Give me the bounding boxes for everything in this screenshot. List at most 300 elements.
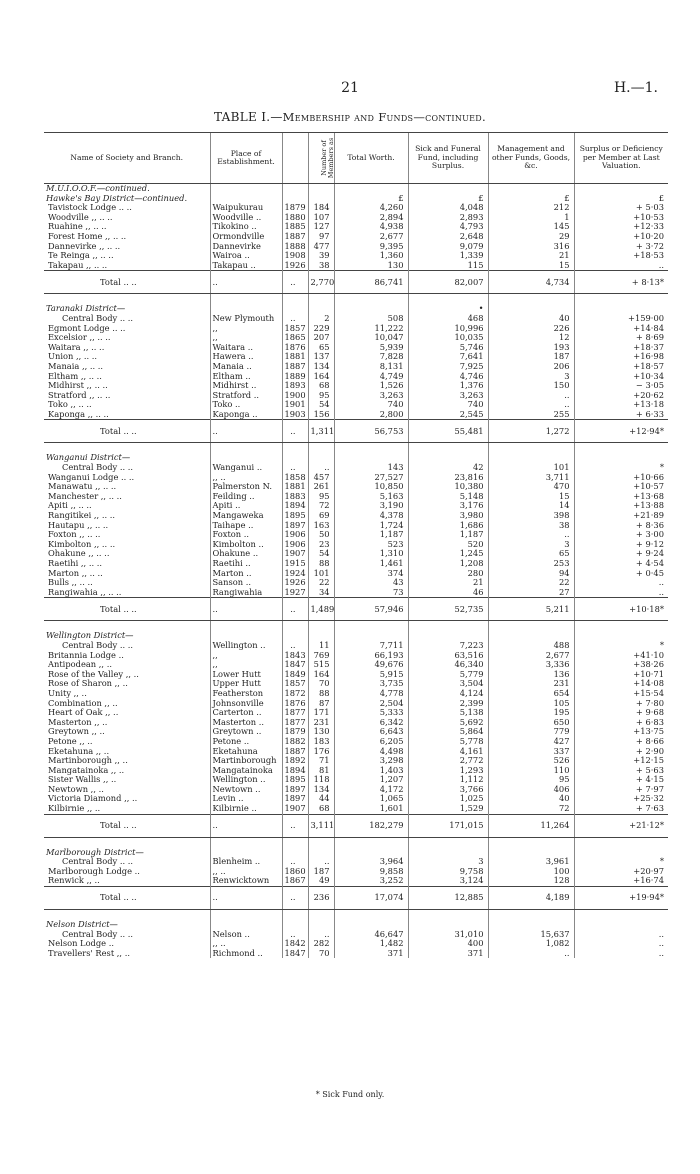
cell-col-6: 9,758: [408, 867, 488, 877]
cell-name: Te Reinga ,, .. ..: [48, 251, 114, 261]
cell-col-2: ,, ..: [210, 939, 282, 949]
cell-col-7: [488, 920, 574, 930]
cell-col-5: 1,601: [334, 804, 408, 814]
cell-col-7: ..: [488, 400, 574, 410]
spacer-cell: [44, 294, 210, 305]
cell-col-3: [282, 631, 308, 641]
cell-name: Raetihi ,, .. ..: [48, 559, 103, 568]
cell-col-6: 5,778: [408, 737, 488, 747]
cell-col-4: 282: [308, 939, 334, 949]
cell-col-8: + 4·15: [574, 775, 668, 785]
cell-col-7: ..: [488, 530, 574, 540]
cell-col-6: 7,641: [408, 352, 488, 362]
cell-col-4: 236: [308, 887, 334, 910]
cell-col-6: 400: [408, 939, 488, 949]
cell-col-3: 1915: [282, 559, 308, 569]
cell-col-8: + 7·80: [574, 699, 668, 709]
district-row: [44, 194, 668, 204]
spacer-cell: [408, 837, 488, 848]
cell-col-4: 156: [308, 410, 334, 420]
cell-col-3: [282, 848, 308, 858]
header-total-worth: Total Worth.: [334, 133, 408, 184]
cell-col-5: 4,172: [334, 785, 408, 795]
cell-col-3: 1907: [282, 549, 308, 559]
cell-col-4: 134: [308, 785, 334, 795]
cell-col-8: ..: [574, 261, 668, 271]
cell-name: Woodville ,, .. ..: [48, 212, 113, 222]
cell-name: Foxton ,, .. ..: [48, 530, 101, 540]
cell-col-4: 130: [308, 727, 334, 737]
cell-col-8: +18·37: [574, 343, 668, 353]
cell-name: Mangatainoka ,, ..: [48, 765, 125, 775]
cell-col-6: 4,161: [408, 747, 488, 757]
cell-col-4: [308, 848, 334, 858]
cell-col-4: 34: [308, 588, 334, 598]
cell-name: Total .. ..: [44, 420, 210, 443]
cell-col-5: 6,643: [334, 727, 408, 737]
cell-col-8: +14·84: [574, 324, 668, 334]
total-row: [44, 271, 668, 294]
spacer-cell: [574, 294, 668, 305]
cell-col-7: 15,637: [488, 930, 574, 940]
cell-col-8: [574, 453, 668, 463]
cell-col-3: [282, 304, 308, 314]
cell-col-3: 1897: [282, 794, 308, 804]
cell-col-3: 1847: [282, 660, 308, 670]
cell-col-6: 7,223: [408, 641, 488, 651]
cell-col-3: 1865: [282, 333, 308, 343]
cell-col-8: +12·94*: [574, 420, 668, 443]
district-row: [44, 848, 668, 858]
cell-col-4: 97: [308, 232, 334, 242]
cell-col-4: 515: [308, 660, 334, 670]
district-row: [44, 631, 668, 641]
cell-col-2: ,,: [210, 333, 282, 343]
cell-col-2: Mangatainoka: [210, 766, 282, 776]
cell-col-7: 226: [488, 324, 574, 334]
cell-col-8: [574, 184, 668, 194]
branch-row: [44, 641, 668, 651]
cell-col-3: 1887: [282, 232, 308, 242]
cell-col-3: 1887: [282, 362, 308, 372]
cell-col-5: 371: [334, 949, 408, 959]
branch-row: [44, 381, 668, 391]
cell-col-2: Marton ..: [210, 569, 282, 579]
cell-col-3: 1888: [282, 242, 308, 252]
cell-col-6: 171,015: [408, 814, 488, 837]
cell-col-4: 164: [308, 670, 334, 680]
cell-name: Wanganui Lodge .. ..: [48, 472, 135, 482]
cell-col-8: +10·18*: [574, 598, 668, 621]
cell-col-7: [488, 304, 574, 314]
cell-col-3: ..: [282, 598, 308, 621]
cell-col-2: [210, 184, 282, 194]
spacer-cell: [408, 910, 488, 921]
cell-col-8: + 5·03: [574, 203, 668, 213]
cell-col-8: +18·53: [574, 251, 668, 261]
cell-col-3: 1842: [282, 939, 308, 949]
header-name: Name of Society and Branch.: [44, 133, 210, 184]
footnote: * Sick Fund only.: [315, 1090, 385, 1099]
cell-col-5: 3,252: [334, 876, 408, 886]
cell-name: Newtown ,, ..: [48, 784, 104, 794]
cell-name: Toko ,, .. ..: [48, 400, 92, 410]
cell-col-8: + 8·13*: [574, 271, 668, 294]
cell-col-4: 70: [308, 679, 334, 689]
cell-col-8: +13·68: [574, 492, 668, 502]
cell-name: Unity ,, ..: [48, 688, 87, 698]
cell-col-2: Wellington ..: [210, 775, 282, 785]
cell-col-8: + 6·83: [574, 718, 668, 728]
spacer-cell: [210, 443, 282, 454]
cell-col-2: Kimbolton ..: [210, 540, 282, 550]
cell-col-4: 68: [308, 804, 334, 814]
cell-col-7: 488: [488, 641, 574, 651]
cell-col-6: 5,864: [408, 727, 488, 737]
branch-row: [44, 492, 668, 502]
cell-col-7: 253: [488, 559, 574, 569]
spacer-cell: [408, 443, 488, 454]
cell-col-7: 38: [488, 521, 574, 531]
cell-col-7: 526: [488, 756, 574, 766]
cell-col-3: 1879: [282, 203, 308, 213]
cell-name: Manchester ,, .. ..: [48, 491, 122, 501]
cell-col-4: 1,489: [308, 598, 334, 621]
cell-col-5: 4,498: [334, 747, 408, 757]
cell-col-7: 212: [488, 203, 574, 213]
cell-col-6: 21: [408, 578, 488, 588]
cell-col-5: 3,735: [334, 679, 408, 689]
spacer-cell: [574, 837, 668, 848]
cell-col-5: 17,074: [334, 887, 408, 910]
branch-row: [44, 670, 668, 680]
cell-col-4: 118: [308, 775, 334, 785]
cell-col-4: 22: [308, 578, 334, 588]
cell-col-3: 1926: [282, 578, 308, 588]
cell-col-3: 1906: [282, 530, 308, 540]
cell-col-8: + 6·33: [574, 410, 668, 420]
cell-col-8: ..: [574, 578, 668, 588]
cell-col-7: 21: [488, 251, 574, 261]
cell-name: Taranaki District—: [46, 304, 126, 314]
cell-col-2: [210, 304, 282, 314]
cell-col-4: 769: [308, 651, 334, 661]
cell-name: Midhirst ,, .. ..: [48, 381, 108, 391]
cell-col-7: 255: [488, 410, 574, 420]
cell-col-7: [488, 848, 574, 858]
cell-col-8: + 4·54: [574, 559, 668, 569]
cell-col-6: 1,339: [408, 251, 488, 261]
cell-name: Manaia ,, .. ..: [48, 361, 104, 371]
cell-col-5: [334, 848, 408, 858]
cell-col-3: ..: [282, 463, 308, 473]
cell-col-7: 195: [488, 708, 574, 718]
cell-col-6: 46: [408, 588, 488, 598]
cell-name: Total .. ..: [44, 271, 210, 294]
cell-col-6: 1,686: [408, 521, 488, 531]
spacer-cell: [44, 837, 210, 848]
cell-col-4: 69: [308, 511, 334, 521]
spacer-cell: [408, 294, 488, 305]
cell-name: Kimbolton ,, .. ..: [48, 539, 116, 549]
cell-col-6: 1,025: [408, 794, 488, 804]
cell-col-6: 468: [408, 314, 488, 324]
cell-col-2: ..: [210, 814, 282, 837]
cell-col-8: − 3·05: [574, 381, 668, 391]
cell-col-3: 1882: [282, 737, 308, 747]
cell-name: Egmont Lodge .. ..: [48, 323, 126, 333]
spacer-cell: [308, 294, 334, 305]
cell-col-3: ..: [282, 314, 308, 324]
cell-col-7: 65: [488, 549, 574, 559]
cell-name: Wanganui District—: [46, 453, 131, 463]
cell-col-7: 12: [488, 333, 574, 343]
cell-col-7: ..: [488, 391, 574, 401]
cell-col-7: 14: [488, 501, 574, 511]
total-row: [44, 598, 668, 621]
cell-col-7: 406: [488, 785, 574, 795]
cell-col-7: 101: [488, 463, 574, 473]
branch-row: [44, 718, 668, 728]
cell-col-7: 40: [488, 314, 574, 324]
cell-col-6: 7,925: [408, 362, 488, 372]
cell-col-5: 1,461: [334, 559, 408, 569]
cell-col-5: 1,403: [334, 766, 408, 776]
cell-col-5: 1,065: [334, 794, 408, 804]
cell-col-8: ..: [574, 949, 668, 959]
cell-col-5: 4,260: [334, 203, 408, 213]
cell-name: Rangiwahia ,, .. ..: [48, 587, 122, 597]
cell-col-2: Upper Hutt: [210, 679, 282, 689]
cell-col-8: +41·10: [574, 651, 668, 661]
cell-col-7: 3,711: [488, 473, 574, 483]
cell-name: Takapau ,, .. ..: [48, 260, 108, 270]
cell-col-4: 176: [308, 747, 334, 757]
cell-name: Union ,, .. ..: [48, 352, 98, 362]
cell-col-5: 2,504: [334, 699, 408, 709]
branch-row: [44, 766, 668, 776]
cell-col-5: 1,724: [334, 521, 408, 531]
cell-col-4: [308, 631, 334, 641]
cell-col-4: 88: [308, 689, 334, 699]
spacer-row: [44, 621, 668, 632]
spacer-cell: [210, 837, 282, 848]
cell-col-3: [282, 920, 308, 930]
cell-col-8: *: [574, 463, 668, 473]
cell-col-7: [488, 631, 574, 641]
cell-col-2: Foxton ..: [210, 530, 282, 540]
cell-col-3: ..: [282, 641, 308, 651]
cell-col-6: 2,772: [408, 756, 488, 766]
cell-col-5: 4,378: [334, 511, 408, 521]
cell-col-8: [574, 304, 668, 314]
cell-col-8: + 8·36: [574, 521, 668, 531]
cell-col-3: 1849: [282, 670, 308, 680]
spacer-cell: [210, 910, 282, 921]
cell-col-3: 1900: [282, 391, 308, 401]
cell-col-6: 52,735: [408, 598, 488, 621]
spacer-cell: [334, 837, 408, 848]
spacer-cell: [574, 621, 668, 632]
cell-col-8: [574, 848, 668, 858]
cell-col-8: +18·57: [574, 362, 668, 372]
cell-col-5: 9,858: [334, 867, 408, 877]
cell-col-2: Masterton ..: [210, 718, 282, 728]
cell-name: Sister Wallis ,, ..: [48, 775, 117, 785]
cell-col-7: 27: [488, 588, 574, 598]
cell-col-4: 127: [308, 222, 334, 232]
cell-col-5: 3,964: [334, 857, 408, 867]
cell-col-7: 3: [488, 372, 574, 382]
cell-col-8: *: [574, 641, 668, 651]
cell-name: Combination ,, ..: [48, 698, 118, 708]
cell-col-6: 1,208: [408, 559, 488, 569]
spacer-cell: [44, 910, 210, 921]
branch-row: [44, 794, 668, 804]
cell-col-5: 27,527: [334, 473, 408, 483]
spacer-cell: [308, 910, 334, 921]
cell-col-2: Ohakune ..: [210, 549, 282, 559]
cell-col-7: 1,272: [488, 420, 574, 443]
cell-col-4: [308, 304, 334, 314]
cell-col-5: 11,222: [334, 324, 408, 334]
cell-col-4: 23: [308, 540, 334, 550]
cell-col-6: 3,766: [408, 785, 488, 795]
cell-col-8: +21·89: [574, 511, 668, 521]
cell-col-3: 1897: [282, 785, 308, 795]
cell-col-3: 1881: [282, 482, 308, 492]
cell-col-2: Dannevirke: [210, 242, 282, 252]
cell-col-6: 3: [408, 857, 488, 867]
cell-col-4: 231: [308, 718, 334, 728]
cell-col-8: +20·62: [574, 391, 668, 401]
cell-col-4: 87: [308, 699, 334, 709]
cell-col-5: 9,395: [334, 242, 408, 252]
cell-col-6: 10,380: [408, 482, 488, 492]
cell-col-6: 63,516: [408, 651, 488, 661]
cell-col-2: Waipukurau: [210, 203, 282, 213]
cell-name: Apiti ,, .. ..: [48, 501, 92, 511]
spacer-row: [44, 910, 668, 921]
cell-col-2: ,,: [210, 660, 282, 670]
cell-name: Central Body .. ..: [62, 640, 134, 650]
cell-col-2: Newtown ..: [210, 785, 282, 795]
branch-row: [44, 588, 668, 598]
cell-name: Nelson District—: [46, 920, 118, 930]
cell-col-7: 11,264: [488, 814, 574, 837]
cell-col-6: 42: [408, 463, 488, 473]
cell-col-2: [210, 920, 282, 930]
spacer-cell: [488, 621, 574, 632]
cell-col-5: 66,193: [334, 651, 408, 661]
cell-col-2: New Plymouth: [210, 314, 282, 324]
cell-col-3: 1876: [282, 343, 308, 353]
cell-col-8: +10·66: [574, 473, 668, 483]
cell-col-5: 57,946: [334, 598, 408, 621]
cell-name: Total .. ..: [44, 887, 210, 910]
cell-col-5: 182,279: [334, 814, 408, 837]
cell-col-4: 65: [308, 343, 334, 353]
cell-col-8: +10·20: [574, 232, 668, 242]
cell-col-6: [408, 184, 488, 194]
cell-col-5: 5,163: [334, 492, 408, 502]
cell-col-3: 1894: [282, 766, 308, 776]
cell-col-5: 49,676: [334, 660, 408, 670]
cell-name: Forest Home ,, .. ..: [48, 231, 127, 241]
cell-col-3: ..: [282, 930, 308, 940]
cell-col-5: 3,190: [334, 501, 408, 511]
cell-col-5: 1,310: [334, 549, 408, 559]
cell-col-6: 1,376: [408, 381, 488, 391]
cell-col-6: 5,779: [408, 670, 488, 680]
cell-col-4: [308, 194, 334, 204]
cell-col-7: 29: [488, 232, 574, 242]
cell-col-3: [282, 453, 308, 463]
spacer-cell: [574, 910, 668, 921]
cell-col-7: 110: [488, 766, 574, 776]
cell-col-2: Eltham ..: [210, 372, 282, 382]
cell-col-2: Ormondville: [210, 232, 282, 242]
cell-col-3: [282, 194, 308, 204]
spacer-cell: [282, 837, 308, 848]
spacer-cell: [334, 294, 408, 305]
district-row: [44, 184, 668, 194]
cell-col-3: 1906: [282, 540, 308, 550]
branch-row: [44, 708, 668, 718]
cell-col-4: 171: [308, 708, 334, 718]
cell-col-6: 3,504: [408, 679, 488, 689]
cell-col-8: +13·88: [574, 501, 668, 511]
cell-name: Manawatu ,, .. ..: [48, 482, 117, 492]
cell-col-4: 44: [308, 794, 334, 804]
cell-name: Britannia Lodge ..: [48, 650, 124, 660]
cell-col-5: 86,741: [334, 271, 408, 294]
cell-name: Stratford ,, .. ..: [48, 390, 111, 400]
cell-col-2: ..: [210, 598, 282, 621]
cell-col-2: Feilding ..: [210, 492, 282, 502]
cell-col-5: 508: [334, 314, 408, 324]
branch-row: [44, 775, 668, 785]
branch-row: [44, 857, 668, 867]
cell-col-7: £: [488, 194, 574, 204]
cell-col-2: Eketahuna: [210, 747, 282, 757]
cell-col-4: 137: [308, 352, 334, 362]
cell-col-8: + 5·63: [574, 766, 668, 776]
branch-row: [44, 203, 668, 213]
cell-col-5: 374: [334, 569, 408, 579]
cell-col-2: Waitara ..: [210, 343, 282, 353]
cell-col-5: 2,894: [334, 213, 408, 223]
cell-col-5: 1,482: [334, 939, 408, 949]
cell-col-3: 1880: [282, 213, 308, 223]
cell-col-5: 6,205: [334, 737, 408, 747]
branch-row: [44, 530, 668, 540]
cell-col-7: 231: [488, 679, 574, 689]
cell-name: Petone ,, ..: [48, 736, 93, 746]
spacer-cell: [488, 910, 574, 921]
district-row: [44, 920, 668, 930]
branch-row: [44, 333, 668, 343]
district-row: [44, 453, 668, 463]
cell-col-5: 46,647: [334, 930, 408, 940]
cell-col-4: 11: [308, 641, 334, 651]
cell-name: Kilbirnie ,, ..: [48, 804, 101, 814]
cell-col-8: + 9·12: [574, 540, 668, 550]
cell-col-3: 1895: [282, 775, 308, 785]
cell-col-8: +10·34: [574, 372, 668, 382]
cell-col-7: 145: [488, 222, 574, 232]
branch-row: [44, 324, 668, 334]
